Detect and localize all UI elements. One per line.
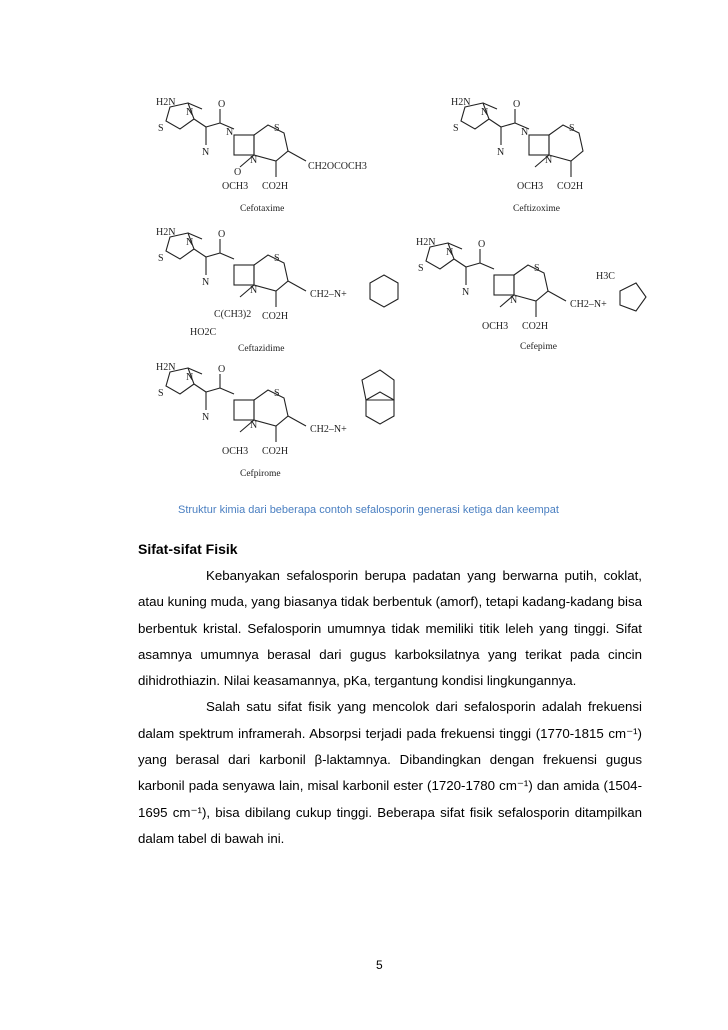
svg-text:Ceftizoxime: Ceftizoxime [513, 204, 560, 214]
svg-text:O: O [513, 99, 521, 110]
svg-text:S: S [158, 253, 164, 264]
svg-text:N: N [202, 412, 210, 423]
section-heading: Sifat-sifat Fisik [138, 541, 238, 557]
svg-text:CO2H: CO2H [262, 311, 289, 322]
svg-text:O: O [478, 239, 486, 250]
svg-text:H2N: H2N [156, 97, 176, 108]
molecule-cefepime [416, 237, 646, 352]
svg-text:N: N [510, 295, 518, 306]
svg-text:CO2H: CO2H [522, 321, 549, 332]
svg-text:OCH3: OCH3 [517, 181, 544, 192]
svg-text:N: N [202, 147, 210, 158]
svg-text:OCH3: OCH3 [222, 181, 249, 192]
svg-text:N: N [186, 372, 194, 383]
svg-text:O: O [218, 229, 226, 240]
svg-text:CH2–N+: CH2–N+ [310, 424, 347, 435]
svg-text:N: N [462, 287, 470, 298]
svg-text:OCH3: OCH3 [482, 321, 509, 332]
svg-text:H2N: H2N [416, 237, 436, 248]
svg-text:OCH3: OCH3 [222, 446, 249, 457]
svg-text:CH2–N+: CH2–N+ [570, 299, 607, 310]
svg-text:CO2H: CO2H [262, 446, 289, 457]
svg-text:CH2–N+: CH2–N+ [310, 289, 347, 300]
svg-text:HO2C: HO2C [190, 327, 217, 338]
structures-svg [130, 85, 650, 485]
svg-text:Cefepime: Cefepime [520, 342, 557, 352]
svg-text:N: N [481, 107, 489, 118]
svg-text:O: O [234, 167, 242, 178]
svg-text:N: N [186, 107, 194, 118]
svg-text:N: N [226, 127, 234, 138]
svg-text:H2N: H2N [156, 362, 176, 373]
molecule-cefotaxime [156, 97, 367, 214]
svg-text:CH2OCOCH3: CH2OCOCH3 [308, 161, 367, 172]
paragraph: Kebanyakan sefalosporin berupa padatan yang berwarna putih, coklat, atau kuning muda, yang biasanya tidak berbentuk (amorf), tetapi kadang-kadang bisa berbentuk kristal. Sefalosporin umumnya tidak memiliki titik leleh yang tinggi. Sifat asamnya umumnya berasal dari gugus karboksilatnya yang terikat pada cincin dihidrothiazin. Nilai keasamannya, pKa, tergantung kondisi lingkungannya. [138, 568, 642, 689]
svg-text:N: N [545, 155, 553, 166]
svg-text:O: O [218, 99, 226, 110]
page-number: 5 [376, 958, 383, 972]
svg-text:S: S [418, 263, 424, 274]
svg-text:N: N [202, 277, 210, 288]
svg-text:S: S [569, 123, 575, 134]
svg-text:N: N [186, 237, 194, 248]
svg-text:S: S [158, 123, 164, 134]
svg-text:H2N: H2N [156, 227, 176, 238]
body-text [138, 563, 642, 852]
svg-text:S: S [158, 388, 164, 399]
svg-text:N: N [446, 247, 454, 258]
paragraph: Salah satu sifat fisik yang mencolok dari sefalosporin adalah frekuensi dalam spektrum inframerah. Absorpsi terjadi pada frekuensi tinggi (1770-1815 cm⁻¹) yang berasal dari karbonil β-laktamnya. Dibandingkan dengan frekuensi gugus karbonil pada senyawa lain, misal karbonil ester (1720-1780 cm⁻¹) dan amida (1504-1695 cm⁻¹), bisa dibilang cukup tinggi. Beberapa sifat fisik sefalosporin ditampilkan dalam tabel di bawah ini. [138, 699, 642, 846]
svg-text:N: N [250, 420, 258, 431]
svg-text:Cefotaxime: Cefotaxime [240, 204, 285, 214]
svg-text:S: S [274, 123, 280, 134]
svg-text:N: N [521, 127, 529, 138]
svg-text:CO2H: CO2H [262, 181, 289, 192]
svg-text:N: N [250, 285, 258, 296]
svg-text:S: S [534, 263, 540, 274]
cephalosporin-structures-figure [130, 85, 650, 485]
figure-caption: Struktur kimia dari beberapa contoh sefalosporin generasi ketiga dan keempat [178, 504, 559, 516]
svg-text:S: S [274, 253, 280, 264]
svg-text:Cefpirome: Cefpirome [240, 469, 281, 479]
molecule-ceftazidime [156, 227, 398, 354]
molecule-ceftizoxime [451, 97, 583, 214]
svg-text:C(CH3)2: C(CH3)2 [214, 309, 252, 320]
svg-text:H2N: H2N [451, 97, 471, 108]
svg-text:H3C: H3C [596, 271, 615, 282]
svg-text:Ceftazidime: Ceftazidime [238, 344, 285, 354]
svg-text:CO2H: CO2H [557, 181, 584, 192]
svg-text:N: N [250, 155, 258, 166]
svg-text:S: S [274, 388, 280, 399]
molecule-cefpirome [156, 362, 394, 479]
svg-text:O: O [218, 364, 226, 375]
svg-text:N: N [497, 147, 505, 158]
svg-text:S: S [453, 123, 459, 134]
